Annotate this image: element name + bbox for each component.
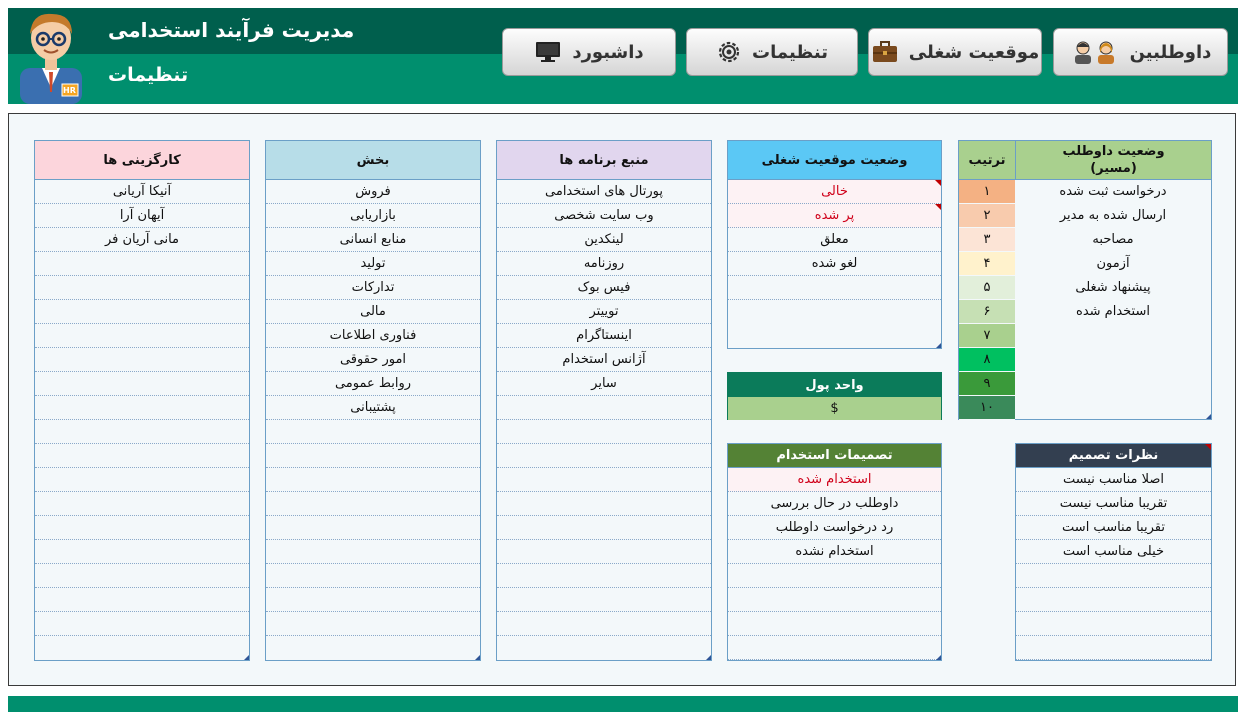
decision-comments-table — [1015, 443, 1212, 661]
department-row[interactable]: مالی — [266, 300, 480, 324]
decision-comment-row[interactable] — [1016, 636, 1211, 660]
program-source-row[interactable] — [497, 396, 711, 420]
program-source-row[interactable]: پورتال های استخدامی — [497, 180, 711, 204]
program-source-row[interactable]: اینستاگرام — [497, 324, 711, 348]
recruiter-row[interactable] — [35, 540, 249, 564]
program-source-row[interactable] — [497, 444, 711, 468]
recruiter-row[interactable] — [35, 348, 249, 372]
order-cell[interactable]: ۱۰ — [959, 396, 1015, 420]
department-row[interactable] — [266, 588, 480, 612]
hiring-decision-row[interactable] — [728, 612, 941, 636]
department-row[interactable] — [266, 612, 480, 636]
job-status-row[interactable]: لغو شده — [728, 252, 941, 276]
program-source-row[interactable]: فیس بوک — [497, 276, 711, 300]
department-row[interactable]: بازاریابی — [266, 204, 480, 228]
decision-comment-row[interactable]: اصلا مناسب نیست — [1016, 468, 1211, 492]
avatar-badge-text: HR — [63, 86, 76, 95]
program-source-row[interactable] — [497, 468, 711, 492]
recruiter-row[interactable] — [35, 492, 249, 516]
hiring-decision-row[interactable]: استخدام شده — [728, 468, 941, 492]
order-cell[interactable]: ۹ — [959, 372, 1015, 396]
recruiter-row[interactable]: آیهان آرا — [35, 204, 249, 228]
hr-avatar-icon — [12, 8, 90, 104]
recruiter-row[interactable] — [35, 516, 249, 540]
candidate-status-row[interactable]: استخدام شده — [1076, 304, 1150, 319]
job-status-header: وضعیت موقعیت شغلی — [728, 141, 941, 180]
recruiter-row[interactable] — [35, 396, 249, 420]
comment-flag-icon — [1205, 444, 1211, 450]
recruiters-table — [34, 140, 250, 661]
hiring-decision-row[interactable] — [728, 636, 941, 660]
job-status-row[interactable]: پر شده — [728, 204, 941, 228]
recruiter-row[interactable] — [35, 276, 249, 300]
table-resize-corner — [706, 655, 711, 660]
department-row[interactable]: روابط عمومی — [266, 372, 480, 396]
department-row[interactable] — [266, 636, 480, 660]
program-source-row[interactable] — [497, 612, 711, 636]
currency-header: واحد پول — [728, 373, 941, 397]
order-cell[interactable]: ۶ — [959, 300, 1015, 324]
candidate-status-row[interactable]: ارسال شده به مدیر — [1059, 208, 1167, 223]
department-row[interactable] — [266, 516, 480, 540]
program-source-row[interactable] — [497, 636, 711, 660]
nav-candidates-button[interactable] — [1053, 28, 1228, 76]
briefcase-icon — [871, 40, 899, 64]
job-status-row[interactable]: معلق — [728, 228, 941, 252]
table-resize-corner — [1206, 414, 1211, 419]
candidate-status-row[interactable]: آزمون — [1096, 256, 1130, 271]
hiring-decision-row[interactable] — [728, 564, 941, 588]
recruiter-row[interactable] — [35, 636, 249, 660]
decision-comment-row[interactable]: تقریبا مناسب است — [1016, 516, 1211, 540]
people-icon — [1070, 39, 1120, 65]
department-row[interactable] — [266, 540, 480, 564]
order-cell[interactable]: ۵ — [959, 276, 1015, 300]
currency-table — [727, 372, 942, 420]
table-resize-corner — [244, 655, 249, 660]
hiring-decision-row[interactable] — [728, 588, 941, 612]
order-cell[interactable]: ۸ — [959, 348, 1015, 372]
order-cell[interactable]: ۱ — [959, 180, 1015, 204]
decision-comment-row[interactable]: خیلی مناسب است — [1016, 540, 1211, 564]
recruiter-row[interactable] — [35, 564, 249, 588]
candidate-status-row[interactable]: پیشنهاد شغلی — [1075, 280, 1151, 295]
order-header: ترتیب — [959, 141, 1015, 180]
recruiter-row[interactable]: مانی آریان فر — [35, 228, 249, 252]
gear-icon — [716, 39, 742, 65]
comment-flag-icon — [935, 204, 941, 210]
app-footer — [8, 696, 1238, 712]
hiring-decision-row[interactable]: استخدام نشده — [728, 540, 941, 564]
recruiter-row[interactable] — [35, 468, 249, 492]
monitor-icon — [534, 40, 562, 64]
program-source-row[interactable]: وب سایت شخصی — [497, 204, 711, 228]
program-source-row[interactable]: توییتر — [497, 300, 711, 324]
candidate-status-row[interactable] — [1015, 396, 1211, 420]
hiring-decision-row[interactable] — [728, 660, 941, 684]
program-source-row[interactable]: لینکدین — [497, 228, 711, 252]
department-row[interactable] — [266, 564, 480, 588]
recruiter-row[interactable] — [35, 324, 249, 348]
recruiter-row[interactable] — [35, 444, 249, 468]
recruiter-row[interactable] — [35, 612, 249, 636]
order-cell[interactable]: ۷ — [959, 324, 1015, 348]
candidate-status-row[interactable]: درخواست ثبت شده — [1059, 184, 1167, 199]
candidate-status-row[interactable] — [1015, 324, 1211, 348]
program-source-table — [496, 140, 712, 661]
department-row[interactable]: تولید — [266, 252, 480, 276]
nav-settings-button[interactable] — [686, 28, 858, 76]
table-resize-corner — [936, 655, 941, 660]
department-row[interactable]: امور حقوقی — [266, 348, 480, 372]
order-cell[interactable]: ۴ — [959, 252, 1015, 276]
candidate-status-row[interactable] — [1015, 372, 1211, 396]
decision-comments-header: نظرات تصمیم — [1016, 444, 1211, 468]
recruiter-row[interactable] — [35, 372, 249, 396]
department-header: بخش — [266, 141, 480, 180]
comment-flag-icon — [935, 180, 941, 186]
job-status-table — [727, 140, 942, 349]
recruiter-row[interactable] — [35, 300, 249, 324]
program-source-header: منبع برنامه ها — [497, 141, 711, 180]
job-status-row[interactable] — [728, 300, 941, 324]
program-source-row[interactable] — [497, 516, 711, 540]
nav-dashboard-label: داشبورد — [572, 41, 644, 63]
app-title: مدیریت فرآیند استخدامی — [108, 18, 355, 42]
program-source-row[interactable] — [497, 564, 711, 588]
program-source-row[interactable]: سایر — [497, 372, 711, 396]
hiring-decision-row[interactable]: رد درخواست داوطلب — [728, 516, 941, 540]
hiring-decisions-table — [727, 443, 942, 661]
order-cell[interactable]: ۳ — [959, 228, 1015, 252]
recruiters-header: کارگزینی ها — [35, 141, 249, 180]
department-row[interactable] — [266, 492, 480, 516]
nav-candidates-label: داوطلبین — [1129, 41, 1212, 63]
currency-value[interactable]: $ — [728, 397, 941, 420]
nav-job-position-label: موقعیت شغلی — [908, 41, 1040, 63]
department-row[interactable] — [266, 444, 480, 468]
recruiter-row[interactable]: آنیکا آریانی — [35, 180, 249, 204]
page-title: تنظیمات — [108, 64, 189, 86]
hiring-decisions-header: تصمیمات استخدام — [728, 444, 941, 468]
recruiter-row[interactable] — [35, 420, 249, 444]
table-resize-corner — [475, 655, 480, 660]
hiring-decision-row[interactable]: داوطلب در حال بررسی — [728, 492, 941, 516]
job-status-row[interactable]: خالی — [728, 180, 941, 204]
program-source-row[interactable] — [497, 420, 711, 444]
decision-comment-row[interactable]: تقریبا مناسب نیست — [1016, 492, 1211, 516]
candidate-status-header: وضعیت داوطلب (مسیر) — [1015, 141, 1211, 180]
department-row[interactable]: فروش — [266, 180, 480, 204]
decision-comment-row[interactable] — [1016, 660, 1211, 684]
nav-dashboard-button[interactable] — [502, 28, 676, 76]
decision-comment-row[interactable] — [1016, 588, 1211, 612]
nav-job-position-button[interactable] — [868, 28, 1042, 76]
department-row[interactable]: فناوری اطلاعات — [266, 324, 480, 348]
department-table — [265, 140, 481, 661]
department-row[interactable]: منابع انسانی — [266, 228, 480, 252]
program-source-row[interactable] — [497, 492, 711, 516]
decision-comment-row[interactable] — [1016, 612, 1211, 636]
decision-comment-row[interactable] — [1016, 564, 1211, 588]
candidate-status-row[interactable] — [1015, 348, 1211, 372]
program-source-row[interactable]: روزنامه — [497, 252, 711, 276]
table-resize-corner — [936, 343, 941, 348]
order-cell[interactable]: ۲ — [959, 204, 1015, 228]
department-row[interactable]: تدارکات — [266, 276, 480, 300]
job-status-row[interactable] — [728, 276, 941, 300]
candidate-status-row[interactable]: مصاحبه — [1092, 232, 1134, 247]
program-source-row[interactable] — [497, 540, 711, 564]
department-row[interactable] — [266, 420, 480, 444]
recruiter-row[interactable] — [35, 588, 249, 612]
department-row[interactable] — [266, 468, 480, 492]
program-source-row[interactable] — [497, 588, 711, 612]
department-row[interactable]: پشتیبانی — [266, 396, 480, 420]
recruiter-row[interactable] — [35, 252, 249, 276]
program-source-row[interactable]: آژانس استخدام — [497, 348, 711, 372]
nav-settings-label: تنظیمات — [752, 41, 828, 63]
app-header — [8, 8, 1238, 104]
candidate-status-table — [958, 140, 1212, 420]
